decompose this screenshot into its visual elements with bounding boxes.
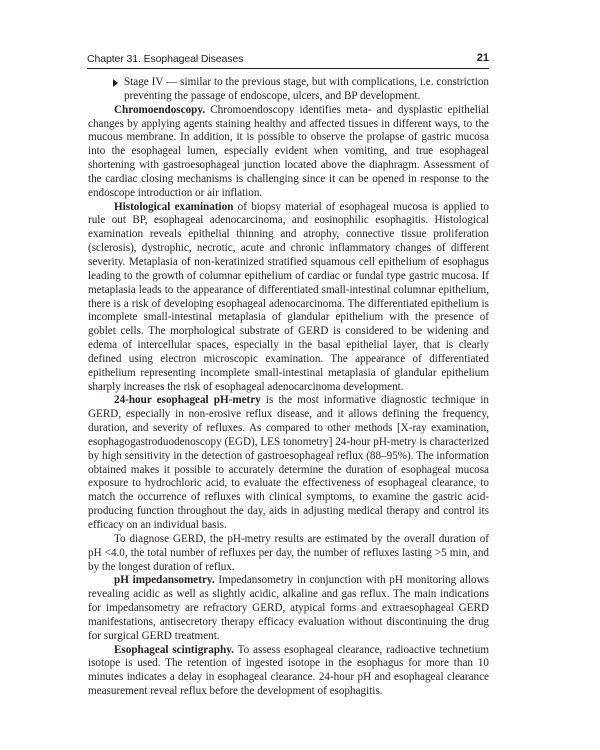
paragraph-ph-impedansometry [88, 574, 489, 643]
bullet-stage-iv [88, 76, 489, 104]
page-header [87, 53, 489, 69]
paragraph-histological-examination [88, 201, 489, 395]
paragraph-gerd-diagnosis [88, 533, 489, 575]
paragraph-text: Chromoendoscopy identifies meta- and dysplastic epithelial changes by applying agents staining healthy and affected tissues in different ways, to the mucous membrane. In addition, it is possible to observe the prolapse of gastric mucosa into the esophageal lumen, especially evident when vomiting, and true esophageal shortening with gastroesophageal junction located above the diaphragm. Assessment of the cardiac closing mechanisms is challenging since it can be opened in response to the endoscope introduction or air inflation. [88, 103, 489, 199]
paragraph-esophageal-scintigraphy [88, 644, 489, 699]
paragraph-text: Impedansometry in conjunction with pH monitoring allows revealing acidic as well as slightly acidic, alkaline and gas reflux. The main indications for impedansometry are refractory GERD, atypical forms and extraesophageal GERD manifestations, antisecretory therapy efficacy evaluation without discontinuing the drug for surgical GERD treatment. [88, 574, 489, 642]
chapter-title: Chapter 31. Esophageal Diseases [87, 53, 244, 65]
bullet-text: Stage IV — similar to the previous stage, but with complications, i.e. constriction preventing the passage of endoscope, ulcers, and BP development. [124, 76, 489, 102]
paragraph-text: of biopsy material of esophageal mucosa is applied to rule out BP, esophageal adenocarcinoma, and eosinophilic esophagitis. Histological examination reveals epithelial thinning and atrophy, connective tissue proliferation (sclerosis), dystrophic, necrotic, acute and chronic inflammatory changes of different severity. Metaplasia of non-keratinized stratified squamous cell epithelium of esophagus leading to the growth of columnar epithelium of cardiac or fundal type gastric mucosa. If metaplasia leads to the appearance of differentiated small-intestinal columnar epithelium, there is a risk of developing esophageal adenocarcinoma. The differentiated epithelium is incomplete small-intestinal metaplasia of glandular epithelium with the presence of goblet cells. The morphological substrate of GERD is considered to be widening and edema of intercellular spaces, especially in the basal epithelial layer, that is clearly defined using electron microscopic examination. The appearance of differentiated epithelium representing incomplete small-intestinal metaplasia of glandular epithelium sharply increases the risk of esophageal adenocarcinoma development. [88, 200, 489, 393]
triangle-bullet-icon [113, 79, 118, 87]
paragraph-lead: Histological examination [114, 200, 234, 213]
paragraph-lead: pH impedansometry. [114, 574, 215, 587]
paragraph-lead: Esophageal scintigraphy. [114, 643, 234, 656]
paragraph-lead: 24-hour esophageal pH-metry [114, 394, 261, 407]
paragraph-text: To assess esophageal clearance, radioactive technetium isotope is used. The retention of ingested isotope in the esophagus for more than 10 minutes indicates a delay in esophageal clearance. 24-hour pH and esophageal clearance measurement reveal reflux before the development of esophagitis. [88, 643, 490, 698]
body-text [88, 76, 489, 699]
paragraph-text: is the most informative diagnostic technique in GERD, especially in non-erosive reflux disease, and it allows defining the frequency, duration, and severity of refluxes. As compared to other methods [X-ray examination, esophagogastroduodenoscopy (EGD), LES tonometry] 24-hour pH-metry is characterized by high sensitivity in the detection of gastroesophageal reflux (88–95%). The information obtained makes it possible to accurately determine the duration of esophageal mucosa exposure to hydrochloric acid, to evaluate the effectiveness of esophageal clearance, to match the occurrence of refluxes with clinical symptoms, to examine the gastric acid-producing function throughout the day, aids in adjusting medical therapy and control its efficacy on an individual basis. [88, 394, 489, 531]
paragraph-text: To diagnose GERD, the pH-metry results are estimated by the overall duration of pH <4.0, the total number of refluxes per day, the number of refluxes lasting >5 min, and by the longest duration of reflux. [88, 532, 489, 573]
page-number: 21 [476, 52, 489, 64]
paragraph-ph-metry [88, 394, 489, 532]
paragraph-lead: Chromoendoscopy. [114, 103, 206, 116]
header-rule [87, 68, 489, 69]
paragraph-chromoendoscopy [88, 104, 489, 201]
